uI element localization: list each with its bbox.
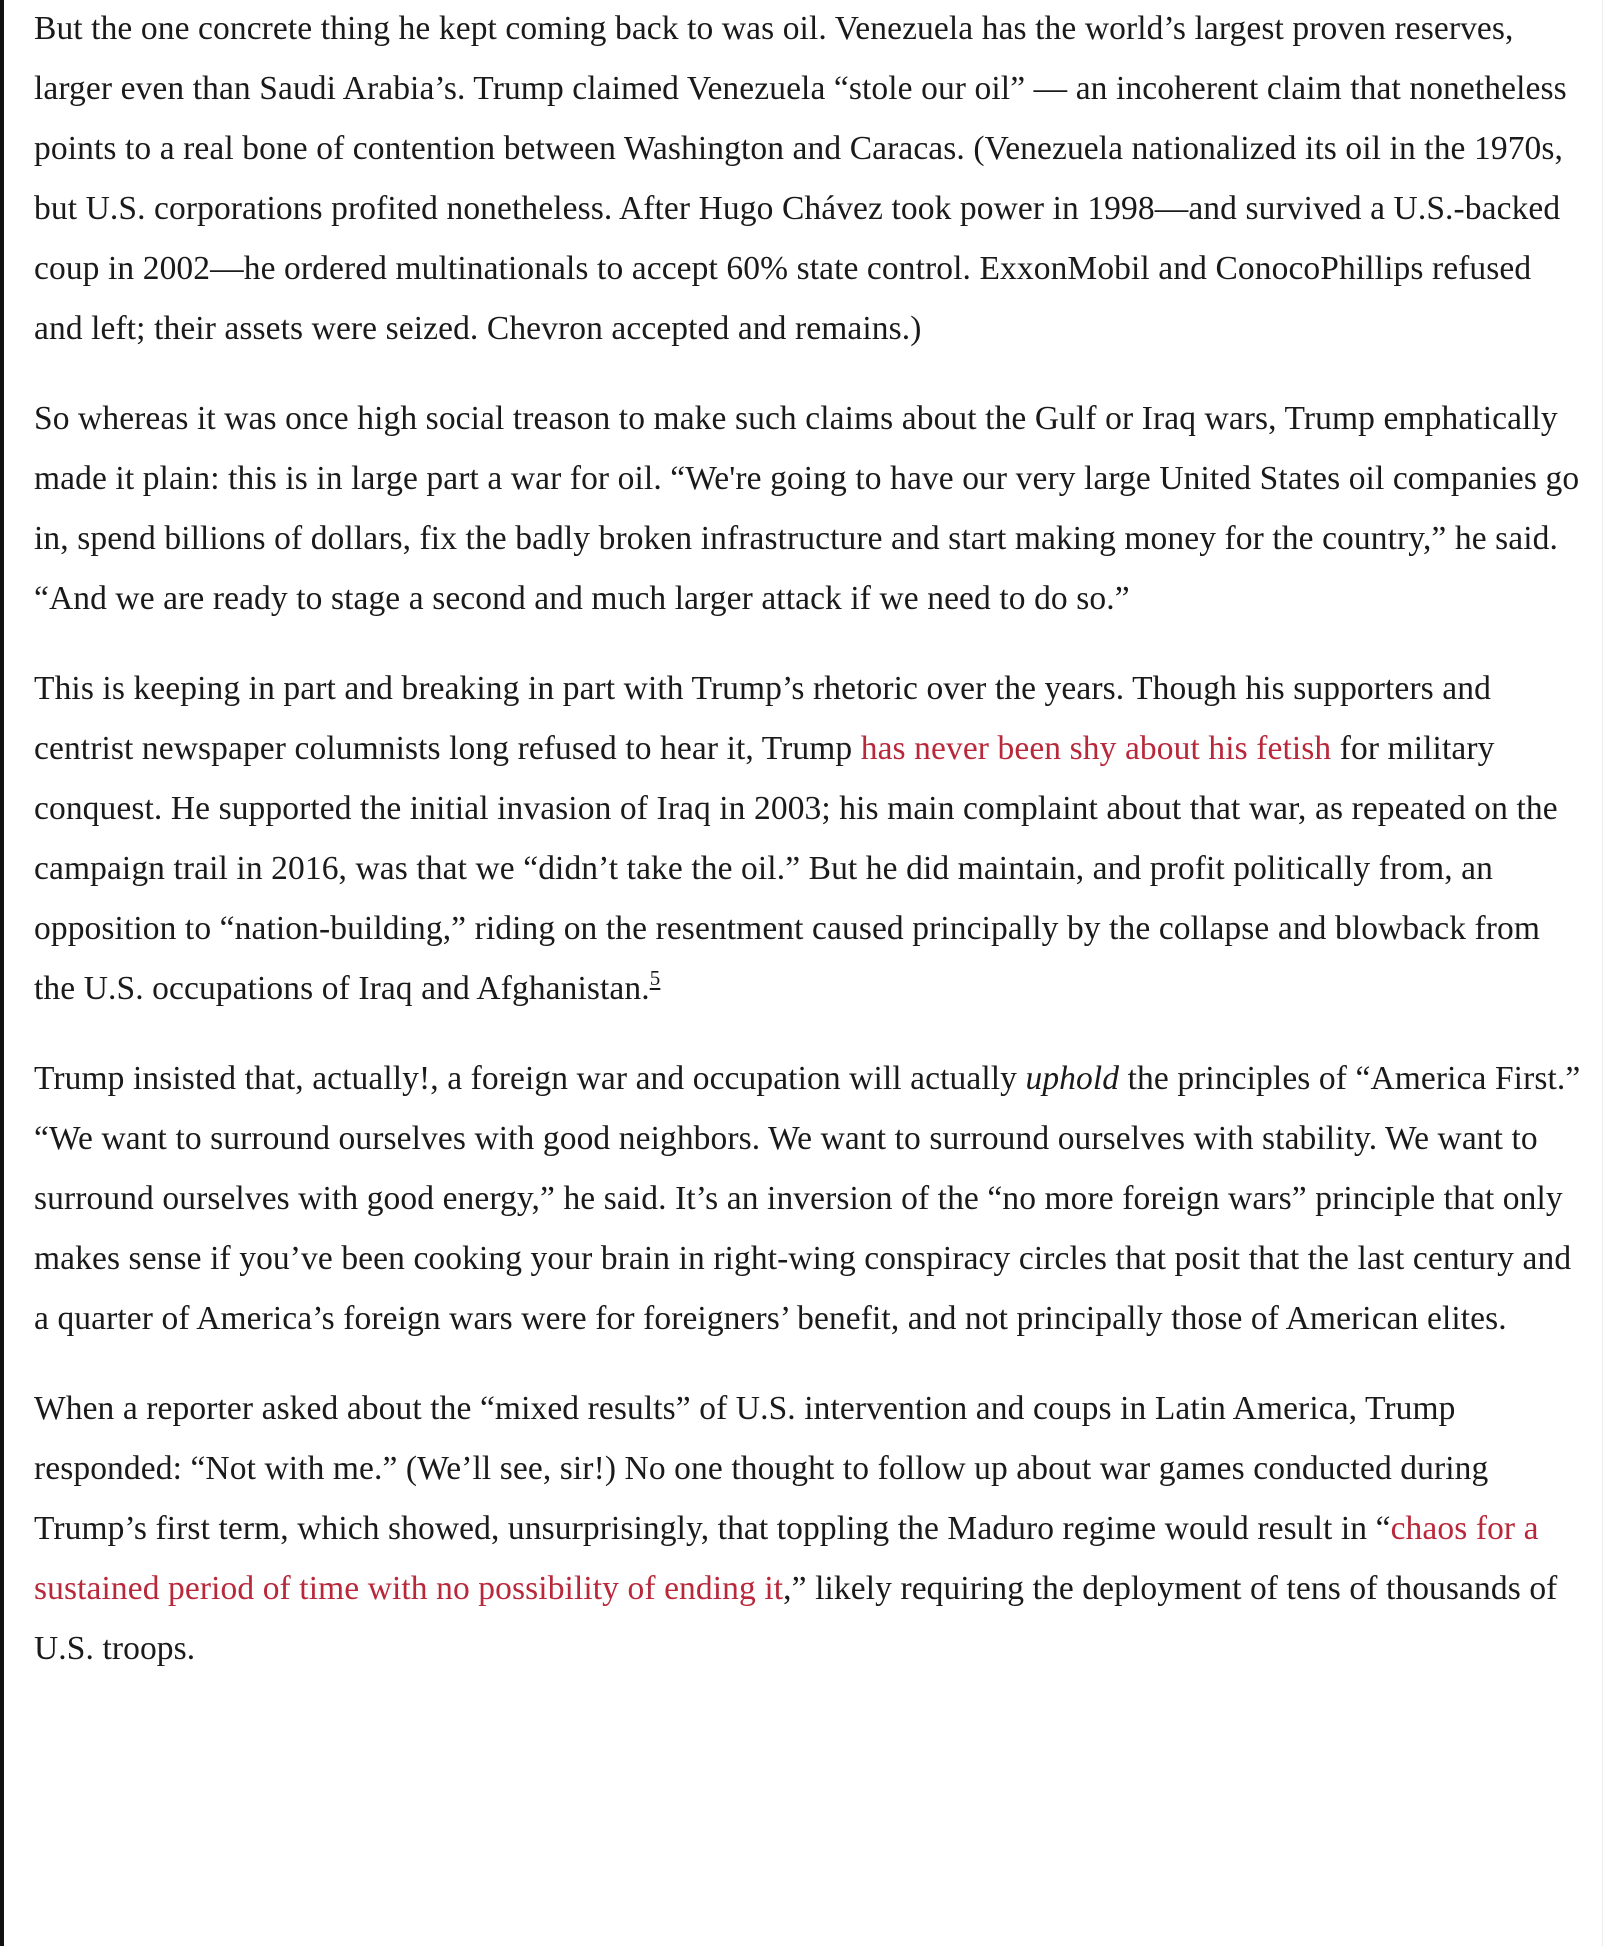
left-border-rule [0,0,4,1946]
paragraph-mixed-results [34,1379,1586,1679]
footnote-link[interactable]: 5 [649,966,661,990]
paragraph-text-before-link: This is keeping in part and breaking in part with Trump’s rhetoric over the years. Though his supporters and centrist newspaper columnists long refused to hear it, Trump [34,670,1491,767]
paragraph-rhetoric [34,659,1586,1019]
link-never-shy[interactable]: has never been shy about his fetish [860,730,1332,767]
paragraph-text-before-italic: Trump insisted that, actually!, a foreign war and occupation will actually [34,1060,1026,1097]
paragraph-text: But the one concrete thing he kept coming back to was oil. Venezuela has the world’s largest proven reserves, larger even than Saudi Arabia’s. Trump claimed Venezuela “stole our oil” — an incoherent claim that nonetheless points to a real bone of contention between Washington and Caracas. (Venezuela nationalized its oil in the 1970s, but U.S. corporations profited nonetheless. After Hugo Chávez took power in 1998—and survived a U.S.-backed coup in 2002—he ordered multinationals to accept 60% state control. ExxonMobil and ConocoPhillips refused and left; their assets were seized. Chevron accepted and remains.) [34,10,1567,347]
article-body [34,0,1586,1709]
paragraph-america-first [34,1049,1586,1349]
paragraph-oil-reserves [34,0,1586,359]
emphasis-uphold: uphold [1025,1060,1120,1097]
link-chaos-sustained-period[interactable]: chaos for a sustained period of time with no possibility of ending it [34,1510,1539,1607]
paragraph-text-after-italic: the principles of “America First.” “We want to surround ourselves with good neighbors. We want to surround ourselves with stability. We want to surround ourselves with good energy,” he said. It’s an inversion of the “no more foreign wars” principle that only makes sense if you’ve been cooking your brain in right-wing conspiracy circles that posit that the last century and a quarter of America’s foreign wars were for foreigners’ benefit, and not principally those of American elites. [34,1060,1581,1337]
paragraph-text-before-link: When a reporter asked about the “mixed results” of U.S. intervention and coups in Latin America, Trump responded: “Not with me.” (We’ll see, sir!) No one thought to follow up about war games conducted during Trump’s first term, which showed, unsurprisingly, that toppling the Maduro regime would result in “ [34,1390,1489,1547]
paragraph-war-for-oil [34,389,1586,629]
paragraph-text-after-link: for military conquest. He supported the initial invasion of Iraq in 2003; his main complaint about that war, as repeated on the campaign trail in 2016, was that we “didn’t take the oil.” But he did maintain, and profit politically from, an opposition to “nation-building,” riding on the resentment caused principally by the collapse and blowback from the U.S. occupations of Iraq and Afghanistan. [34,730,1558,1007]
paragraph-text: So whereas it was once high social treason to make such claims about the Gulf or Iraq wars, Trump emphatically made it plain: this is in large part a war for oil. “We're going to have our very large United States oil companies go in, spend billions of dollars, fix the badly broken infrastructure and start making money for the country,” he said. “And we are ready to stage a second and much larger attack if we need to do so.” [34,400,1580,617]
right-border-rule [1602,0,1603,1946]
paragraph-text-after-link: ,” likely requiring the deployment of tens of thousands of U.S. troops. [34,1570,1558,1667]
